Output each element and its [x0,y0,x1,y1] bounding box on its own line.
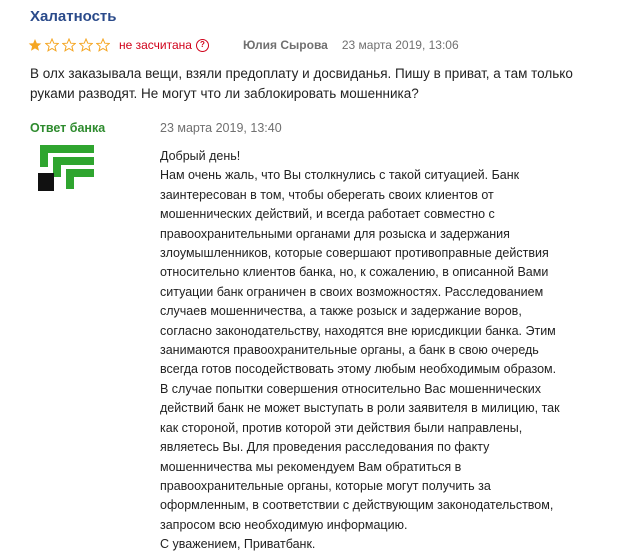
answer-text-line: согласно законодательству, находятся вне юрисдикции банка. Этим [160,323,556,338]
star-filled-icon [28,38,42,52]
answer-text-line: правоохранительные органы, которые могут получить за [160,478,491,493]
answer-text-line: как стороной, против которой эти действия были направлены, [160,420,523,435]
answer-text-line: всегда готов посодействовать этому любым необходимым образом. [160,362,557,377]
answer-text-line: Нам очень жаль, что Вы столкнулись с такой ситуацией. Банк [160,168,520,183]
answer-text-line: мошенничества мы рекомендуем Вам обратиться в [160,459,462,474]
answer-label: Ответ банка [30,121,106,135]
star-empty-icon [96,38,110,52]
answer-text-line: мошеннических действий, и всегда работает совместно с [160,207,495,222]
star-empty-icon [79,38,93,52]
answer-text-line: являетесь Вы. Для проведения расследования по факту [160,440,490,455]
answer-text-line: заинтересован в том, чтобы оберегать своих клиентов от [160,187,494,202]
answer-text-line: В случае попытки совершения относительно Вас мошеннических [160,381,541,396]
review-date: 23 марта 2019, 13:06 [341,38,459,52]
answer-text-line: занимаются правоохранительные органы, а банк в свою очередь [160,343,539,358]
star-empty-icon [45,38,59,52]
answer-text-line: действий банк не может выступать в роли заявителя в милицию, так [160,401,560,416]
answer-date: 23 марта 2019, 13:40 [160,121,282,135]
answer-text-line: запросом всю необходимую информацию. [160,517,408,532]
star-empty-icon [62,38,76,52]
answer-text-line: С уважением, Приватбанк. [160,537,316,552]
answer-text-line: оформленным, в соответствии с действующим законодательством, [160,498,554,513]
review-title[interactable]: Халатность [30,8,117,25]
answer-text [160,147,600,555]
review-text-line: руками разводят. Не могут что ли заблокировать мошенника? [30,86,419,101]
review-meta [28,36,459,54]
author-name[interactable]: Юлия Сырова [242,38,328,52]
question-circle-icon[interactable]: ? [196,39,209,52]
status-label: не засчитана [119,38,192,52]
privatbank-logo [36,143,94,193]
answer-text-line: ситуации банк ограничен в своих возможностях. Расследованием [160,284,544,299]
answer-text-line: Добрый день! [160,149,241,163]
answer-text-line: случаев мошенничества, а также розыск и задержание воров, [160,304,522,319]
review-text-line: В олх заказывала вещи, взяли предоплату и досвиданья. Пишу в приват, а там только [30,66,573,81]
answer-text-line: правоохранительными органами для розыска и задержания [160,226,510,241]
rating-stars [28,38,113,52]
answer-text-line: злоумышленников, которые совершают противоправные действия [160,246,549,261]
review-text [30,64,590,104]
answer-text-line: относительно клиентов банка, но, к сожалению, в описанной Вами [160,265,549,280]
